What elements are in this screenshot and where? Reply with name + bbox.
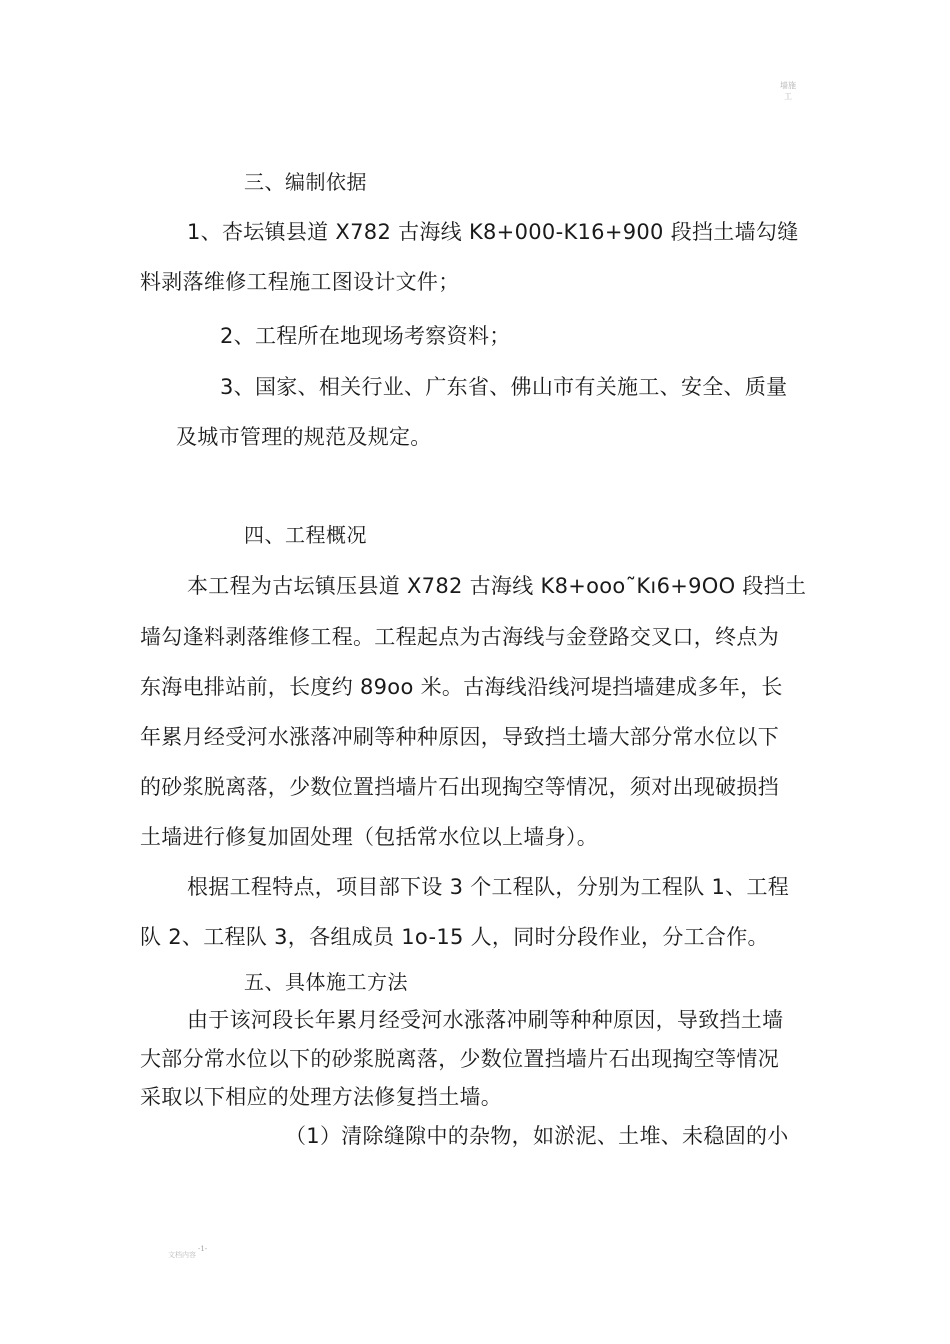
section4-para1-line: 本工程为古坛镇压县道 X782 古海线 K8+ooo˜Kı6+9OO 段挡土 bbox=[187, 574, 807, 598]
section3-item3-line2: 及城市管理的规范及规定。 bbox=[176, 425, 432, 449]
section5-para1-line: 大部分常水位以下的砂浆脱离落，少数位置挡墙片石出现掏空等情况 bbox=[140, 1047, 779, 1071]
section5-para1-line: 采取以下相应的处理方法修复挡土墙。 bbox=[140, 1085, 503, 1109]
section3-heading: 三、编制依据 bbox=[244, 170, 367, 194]
section4-para1-line: 的砂浆脱离落，少数位置挡墙片石出现掏空等情况，须对出现破损挡 bbox=[140, 775, 779, 799]
section5-step1: （1）清除缝隙中的杂物，如淤泥、土堆、未稳固的小 bbox=[285, 1124, 789, 1148]
section3-item3-line1: 3、国家、相关行业、广东省、佛山市有关施工、安全、质量 bbox=[220, 375, 788, 399]
footer-watermark bbox=[168, 1245, 208, 1260]
section4-para1-line: 年累月经受河水涨落冲刷等种种原因，导致挡土墙大部分常水位以下 bbox=[140, 725, 779, 749]
section4-para1-line: 墙勾逢料剥落维修工程。工程起点为古海线与金登路交叉口，终点为 bbox=[140, 625, 779, 649]
section4-heading: 四、工程概况 bbox=[244, 523, 367, 547]
section4-para1-line: 东海电排站前，长度约 89oo 米。古海线沿线河堤挡墙建成多年，长 bbox=[140, 675, 783, 699]
section4-para2-line: 队 2、工程队 3，各组成员 1o-15 人，同时分段作业，分工合作。 bbox=[140, 925, 769, 949]
section5-heading: 五、具体施工方法 bbox=[244, 970, 408, 994]
footer-label: 文档内容 bbox=[168, 1251, 196, 1259]
section3-item1-line1: 1、杏坛镇县道 X782 古海线 K8+000-K16+900 段挡土墙勾缝 bbox=[187, 220, 799, 244]
page-number: -1- bbox=[198, 1245, 208, 1253]
header-watermark: 墙施工 bbox=[780, 81, 796, 101]
section4-para2-line: 根据工程特点，项目部下设 3 个工程队，分别为工程队 1、工程 bbox=[187, 875, 790, 899]
section3-item2: 2、工程所在地现场考察资料； bbox=[220, 324, 511, 348]
section5-para1-line: 由于该河段长年累月经受河水涨落冲刷等种种原因，导致挡土墙 bbox=[187, 1008, 784, 1032]
section4-para1-line: 土墙进行修复加固处理（包括常水位以上墙身）。 bbox=[140, 825, 599, 849]
section3-item1-line2: 料剥落维修工程施工图设计文件； bbox=[140, 270, 460, 294]
